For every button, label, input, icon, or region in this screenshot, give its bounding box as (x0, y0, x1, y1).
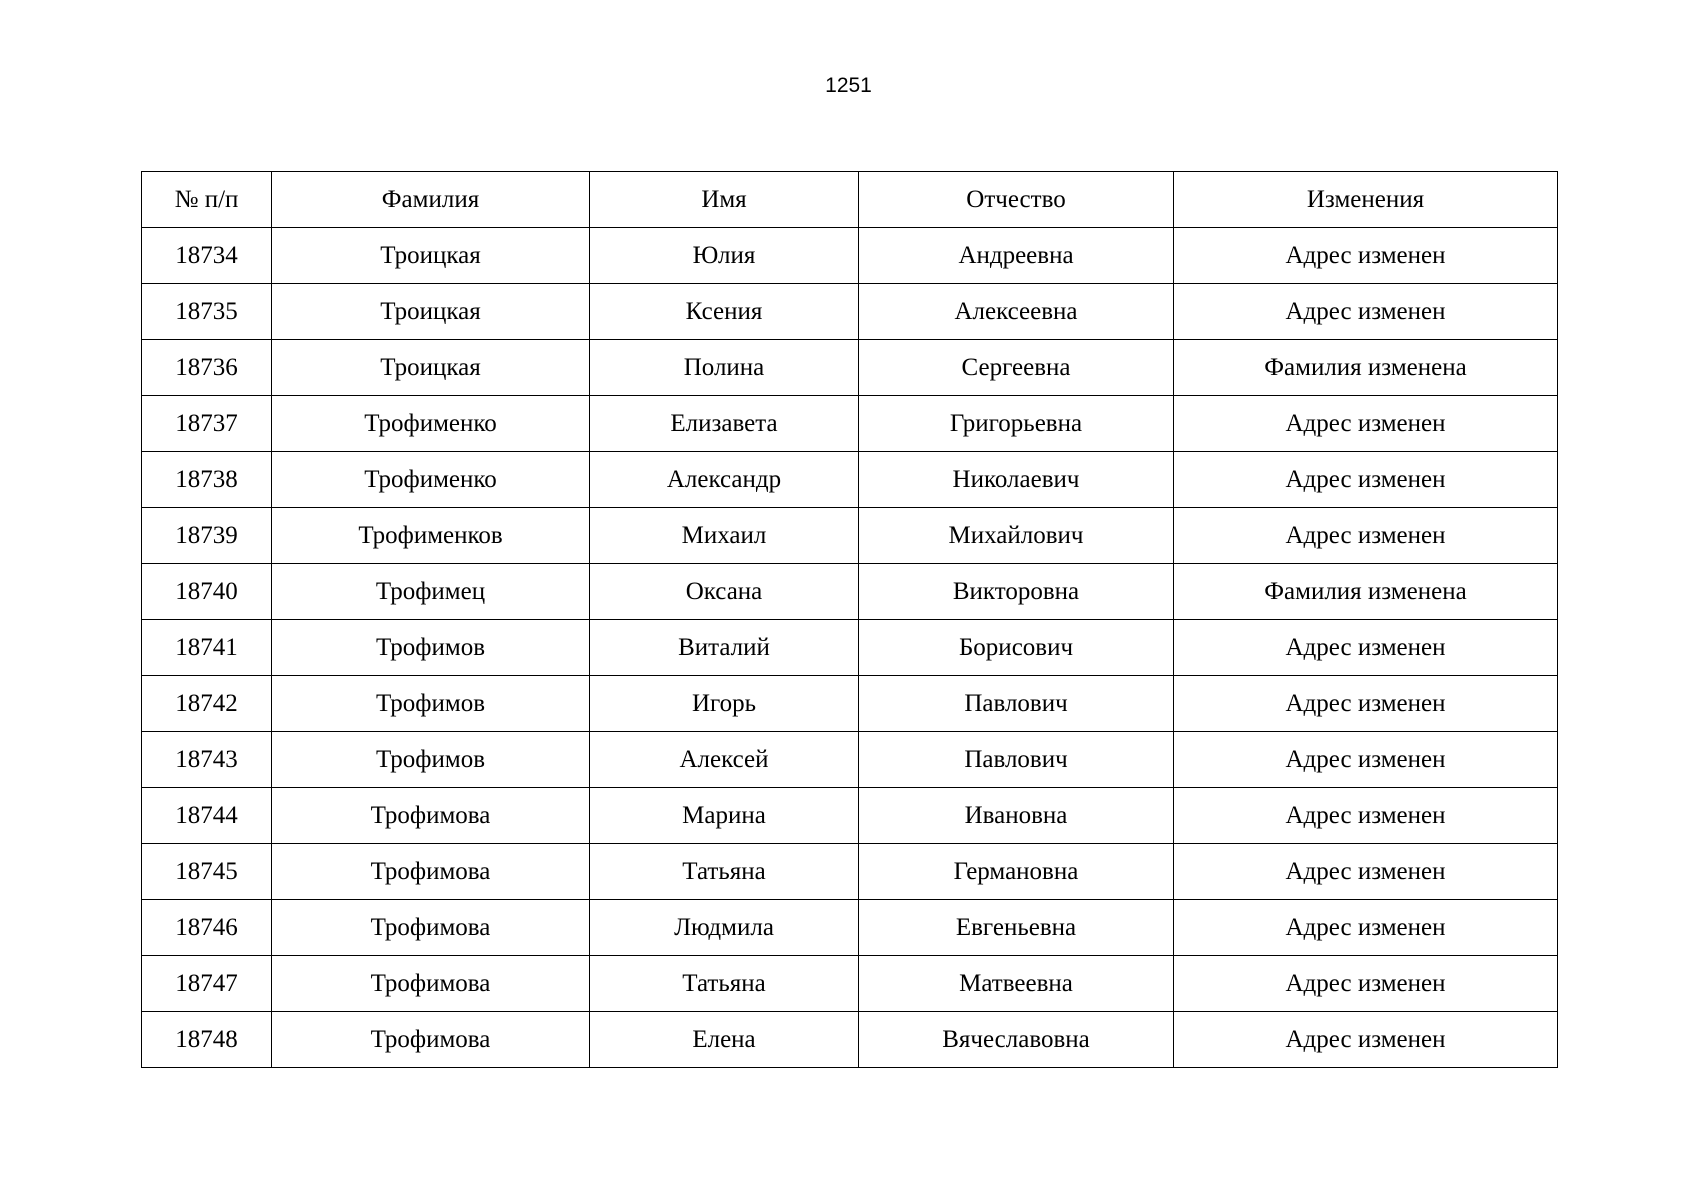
header-name: Имя (590, 172, 859, 228)
cell-surname: Трофимова (272, 900, 590, 956)
table-row (142, 956, 1558, 1012)
cell-changes: Фамилия изменена (1174, 564, 1558, 620)
cell-surname: Троицкая (272, 340, 590, 396)
cell-surname: Троицкая (272, 284, 590, 340)
cell-number: 18748 (142, 1012, 272, 1068)
cell-name: Виталий (590, 620, 859, 676)
header-surname: Фамилия (272, 172, 590, 228)
cell-changes: Адрес изменен (1174, 508, 1558, 564)
cell-patronymic: Ивановна (859, 788, 1174, 844)
cell-changes: Адрес изменен (1174, 676, 1558, 732)
cell-patronymic: Алексеевна (859, 284, 1174, 340)
cell-number: 18745 (142, 844, 272, 900)
cell-changes: Адрес изменен (1174, 396, 1558, 452)
cell-name: Полина (590, 340, 859, 396)
table-row (142, 340, 1558, 396)
cell-surname: Трофименко (272, 396, 590, 452)
cell-changes: Адрес изменен (1174, 956, 1558, 1012)
table-row (142, 452, 1558, 508)
cell-patronymic: Викторовна (859, 564, 1174, 620)
table-row (142, 228, 1558, 284)
cell-number: 18738 (142, 452, 272, 508)
table-row (142, 396, 1558, 452)
cell-surname: Трофимец (272, 564, 590, 620)
page-number: 1251 (825, 74, 872, 97)
records-table (141, 171, 1558, 1068)
cell-name: Елена (590, 1012, 859, 1068)
cell-number: 18741 (142, 620, 272, 676)
cell-changes: Адрес изменен (1174, 1012, 1558, 1068)
cell-name: Людмила (590, 900, 859, 956)
cell-name: Михаил (590, 508, 859, 564)
cell-patronymic: Матвеевна (859, 956, 1174, 1012)
cell-changes: Фамилия изменена (1174, 340, 1558, 396)
cell-changes: Адрес изменен (1174, 732, 1558, 788)
cell-surname: Трофимов (272, 676, 590, 732)
table-row (142, 508, 1558, 564)
cell-patronymic: Павлович (859, 732, 1174, 788)
cell-changes: Адрес изменен (1174, 788, 1558, 844)
header-row (142, 172, 1558, 228)
cell-surname: Трофимов (272, 732, 590, 788)
table-row (142, 1012, 1558, 1068)
cell-surname: Трофимова (272, 788, 590, 844)
cell-patronymic: Евгеньевна (859, 900, 1174, 956)
cell-name: Татьяна (590, 844, 859, 900)
table-row (142, 788, 1558, 844)
cell-number: 18744 (142, 788, 272, 844)
cell-patronymic: Григорьевна (859, 396, 1174, 452)
cell-patronymic: Германовна (859, 844, 1174, 900)
header-changes: Изменения (1174, 172, 1558, 228)
cell-number: 18746 (142, 900, 272, 956)
cell-name: Игорь (590, 676, 859, 732)
cell-name: Татьяна (590, 956, 859, 1012)
cell-patronymic: Михайлович (859, 508, 1174, 564)
cell-name: Марина (590, 788, 859, 844)
cell-patronymic: Андреевна (859, 228, 1174, 284)
cell-name: Елизавета (590, 396, 859, 452)
cell-surname: Троицкая (272, 228, 590, 284)
cell-name: Ксения (590, 284, 859, 340)
cell-surname: Трофимова (272, 956, 590, 1012)
cell-changes: Адрес изменен (1174, 284, 1558, 340)
cell-surname: Трофимова (272, 844, 590, 900)
cell-patronymic: Вячеславовна (859, 1012, 1174, 1068)
table-row (142, 564, 1558, 620)
cell-changes: Адрес изменен (1174, 844, 1558, 900)
table-row (142, 732, 1558, 788)
cell-patronymic: Павлович (859, 676, 1174, 732)
table-row (142, 284, 1558, 340)
cell-number: 18739 (142, 508, 272, 564)
table-row (142, 620, 1558, 676)
cell-name: Алексей (590, 732, 859, 788)
cell-patronymic: Николаевич (859, 452, 1174, 508)
cell-surname: Трофимова (272, 1012, 590, 1068)
cell-changes: Адрес изменен (1174, 452, 1558, 508)
cell-surname: Трофименков (272, 508, 590, 564)
cell-number: 18736 (142, 340, 272, 396)
cell-name: Юлия (590, 228, 859, 284)
cell-patronymic: Сергеевна (859, 340, 1174, 396)
cell-number: 18742 (142, 676, 272, 732)
cell-number: 18740 (142, 564, 272, 620)
cell-number: 18735 (142, 284, 272, 340)
cell-number: 18747 (142, 956, 272, 1012)
cell-number: 18734 (142, 228, 272, 284)
table-body (142, 228, 1558, 1068)
cell-number: 18743 (142, 732, 272, 788)
header-number: № п/п (142, 172, 272, 228)
header-patronymic: Отчество (859, 172, 1174, 228)
cell-surname: Трофименко (272, 452, 590, 508)
cell-name: Александр (590, 452, 859, 508)
cell-changes: Адрес изменен (1174, 900, 1558, 956)
table-row (142, 900, 1558, 956)
cell-patronymic: Борисович (859, 620, 1174, 676)
table-row (142, 676, 1558, 732)
cell-surname: Трофимов (272, 620, 590, 676)
table-row (142, 844, 1558, 900)
table-header (142, 172, 1558, 228)
cell-name: Оксана (590, 564, 859, 620)
cell-changes: Адрес изменен (1174, 228, 1558, 284)
cell-number: 18737 (142, 396, 272, 452)
cell-changes: Адрес изменен (1174, 620, 1558, 676)
